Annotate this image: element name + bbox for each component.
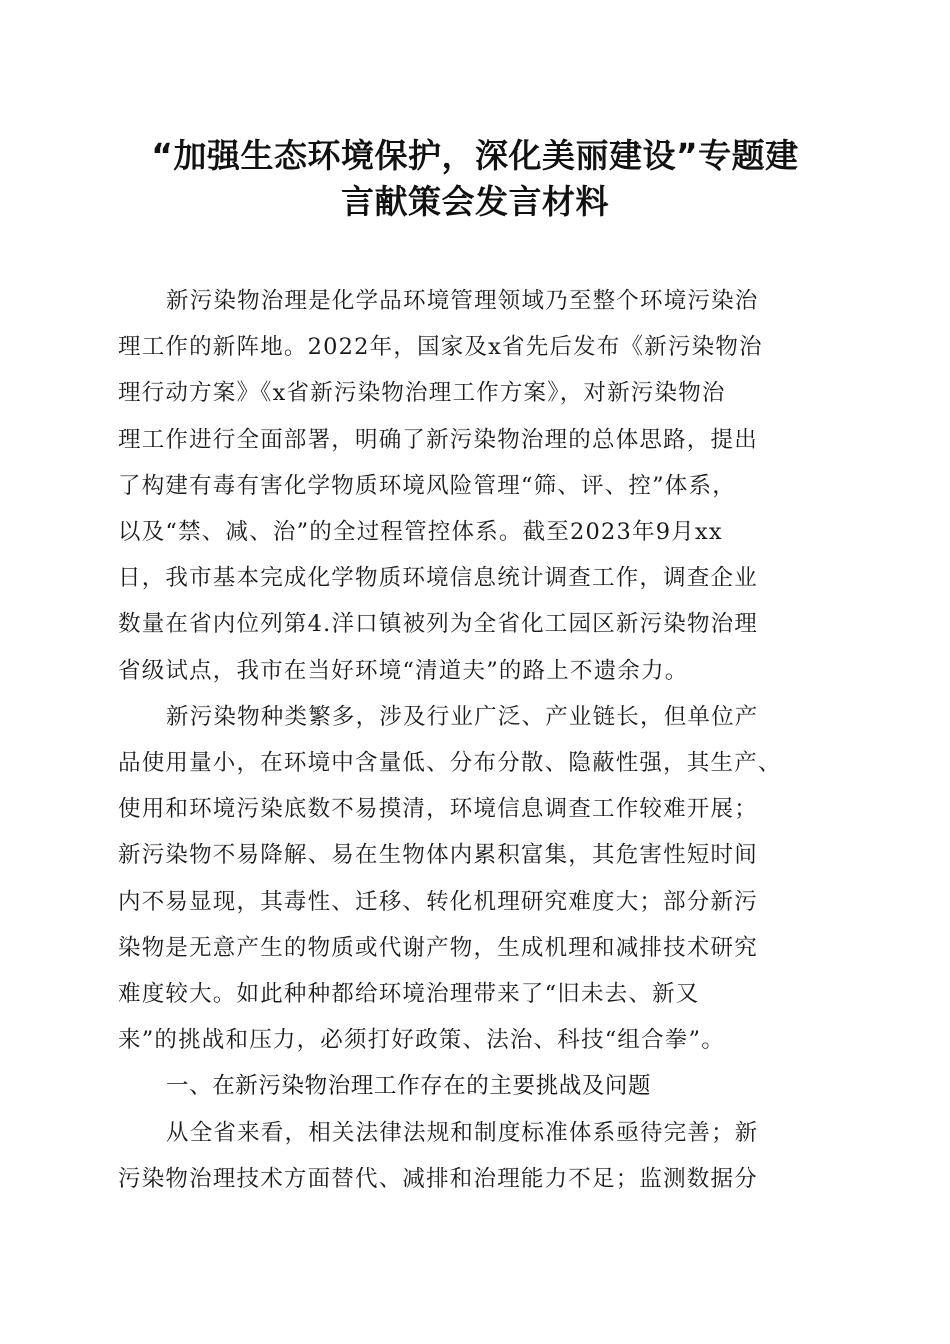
paragraph-line: 从全省来看，相关法律法规和制度标准体系亟待完善；新 [166, 1119, 759, 1146]
section-heading: 一、在新污染物治理工作存在的主要挑战及问题 [166, 1073, 652, 1100]
paragraph-line: 数量在省内位列第4.洋口镇被列为全省化工园区新污染物治理 [118, 611, 759, 638]
document-body [118, 278, 838, 1202]
paragraph-line: 使用和环境污染底数不易摸清，环境信息调查工作较难开展； [118, 796, 758, 823]
paragraph-line: 来”的挑战和压力，必须打好政策、法治、科技“组合拳”。 [118, 1027, 725, 1054]
section-heading-wrapper [118, 1063, 838, 1109]
paragraph-challenges [118, 694, 838, 1064]
paragraph-line: 污染物治理技术方面替代、减排和治理能力不足；监测数据分 [118, 1165, 758, 1192]
paragraph-line: 以及“禁、减、治”的全过程管控体系。截至2023年9月xx [118, 519, 723, 546]
paragraph-line: 理行动方案》《x省新污染物治理工作方案》，对新污染物治 [118, 380, 726, 407]
paragraph-line: 品使用量小，在环境中含量低、分布分散、隐蔽性强，其生产、 [118, 750, 782, 777]
paragraph-line: 新污染物治理是化学品环境管理领域乃至整个环境污染治 [166, 288, 759, 314]
paragraph-line: 日，我市基本完成化学物质环境信息统计调查工作，调查企业 [118, 565, 758, 592]
paragraph-province [118, 1110, 838, 1202]
paragraph-line: 新污染物不易降解、易在生物体内累积富集，其危害性短时间 [118, 842, 758, 869]
paragraph-line: 省级试点，我市在当好环境“清道夫”的路上不遗余力。 [118, 657, 689, 684]
title-line: 言献策会发言材料 [341, 182, 609, 221]
paragraph-line: 理工作进行全面部署，明确了新污染物治理的总体思路，提出 [118, 426, 758, 453]
paragraph-line: 内不易显现，其毒性、迁移、转化机理研究难度大；部分新污 [118, 888, 758, 915]
title-line: “加强生态环境保护，深化美丽建设”专题建 [151, 136, 799, 175]
paragraph-intro [118, 278, 838, 694]
paragraph-line: 新污染物种类繁多，涉及行业广泛、产业链长，但单位产 [166, 703, 759, 730]
paragraph-line: 理工作的新阵地。2022年，国家及x省先后发布《新污染物治 [118, 334, 763, 361]
paragraph-line: 染物是无意产生的物质或代谢产物，生成机理和减排技术研究 [118, 934, 758, 961]
paragraph-line: 难度较大。如此种种都给环境治理带来了“旧未去、新又 [118, 981, 700, 1008]
paragraph-line: 了构建有毒有害化学物质环境风险管理“筛、评、控”体系， [118, 472, 736, 499]
document-title [100, 133, 850, 225]
